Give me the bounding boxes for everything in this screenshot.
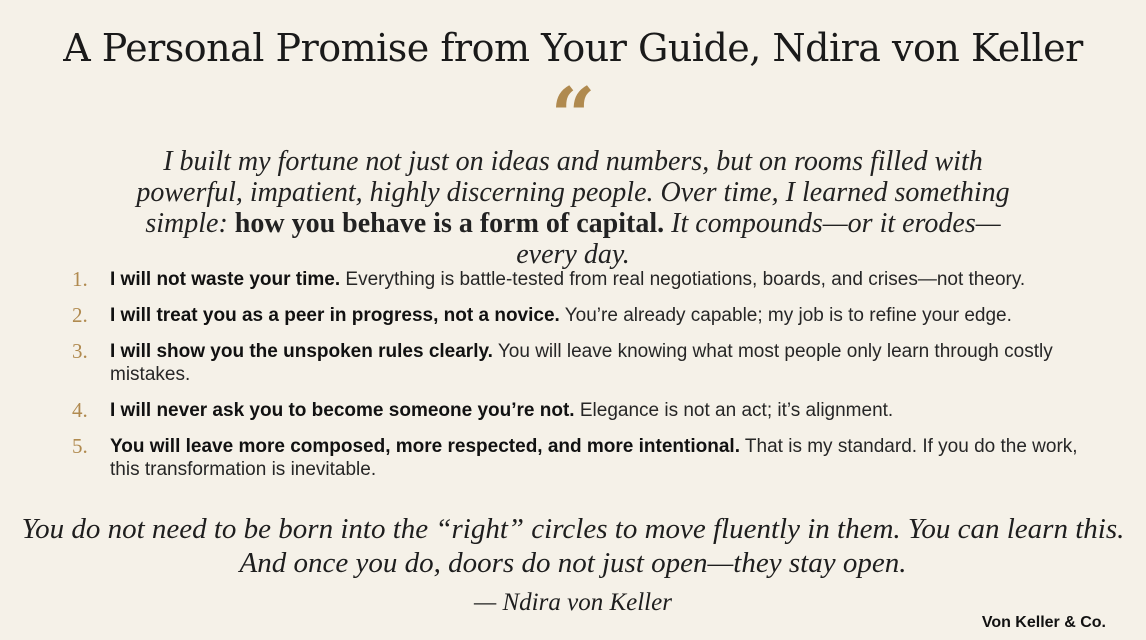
promise-detail: Elegance is not an act; it’s alignment. xyxy=(574,400,894,421)
promise-text xyxy=(110,399,1102,422)
promise-lead: I will not waste your time. xyxy=(110,269,341,290)
quote-mark-icon: “ xyxy=(550,71,596,162)
intro-text-part2: It compounds—or it erodes—every day. xyxy=(516,208,1001,270)
signature: — Ndira von Keller xyxy=(474,589,672,616)
promise-lead: You will leave more composed, more respected, and more intentional. xyxy=(110,436,740,457)
promise-item xyxy=(72,435,1102,481)
promise-lead: I will show you the unspoken rules clearly. xyxy=(110,341,493,362)
promise-list xyxy=(72,268,1102,481)
promise-text xyxy=(110,340,1102,386)
promise-text xyxy=(110,304,1102,327)
promise-text xyxy=(110,435,1102,481)
promise-detail: Everything is battle-tested from real negotiations, boards, and crises—not theory. xyxy=(340,269,1026,290)
promise-number: 4. xyxy=(72,398,88,422)
promise-lead: I will never ask you to become someone you’re not. xyxy=(110,400,575,421)
closing-line-1: You do not need to be born into the “right” circles to move fluently in them. You can learn this. xyxy=(21,513,1125,545)
promise-item xyxy=(72,304,1102,327)
closing-line-2: And once you do, doors do not just open—they stay open. xyxy=(239,547,907,579)
promise-detail: That is my standard. If you do the work, this transformation is inevitable. xyxy=(110,436,1078,480)
promise-number: 3. xyxy=(72,339,88,363)
promise-number: 5. xyxy=(72,434,88,458)
promise-item xyxy=(72,340,1102,386)
brand-name: Von Keller & Co. xyxy=(981,614,1106,631)
page-title: A Personal Promise from Your Guide, Ndira von Keller xyxy=(63,26,1083,70)
promise-number: 2. xyxy=(72,303,88,327)
promise-detail: You will leave knowing what most people only learn through costly mistakes. xyxy=(110,341,1053,385)
intro-emphasis: how you behave is a form of capital. xyxy=(234,208,665,239)
closing-statement xyxy=(0,512,1146,580)
intro-quote xyxy=(120,146,1026,270)
promise-lead: I will treat you as a peer in progress, not a novice. xyxy=(110,305,560,326)
promise-item xyxy=(72,268,1102,291)
promise-number: 1. xyxy=(72,267,88,291)
promise-detail: You’re already capable; my job is to refine your edge. xyxy=(559,305,1012,326)
promise-item xyxy=(72,399,1102,422)
intro-text-part1: I built my fortune not just on ideas and numbers, but on rooms filled with powerful, impatient, highly discerning people. Over time, I learned something simple: xyxy=(136,146,1010,239)
promise-text xyxy=(110,268,1102,291)
